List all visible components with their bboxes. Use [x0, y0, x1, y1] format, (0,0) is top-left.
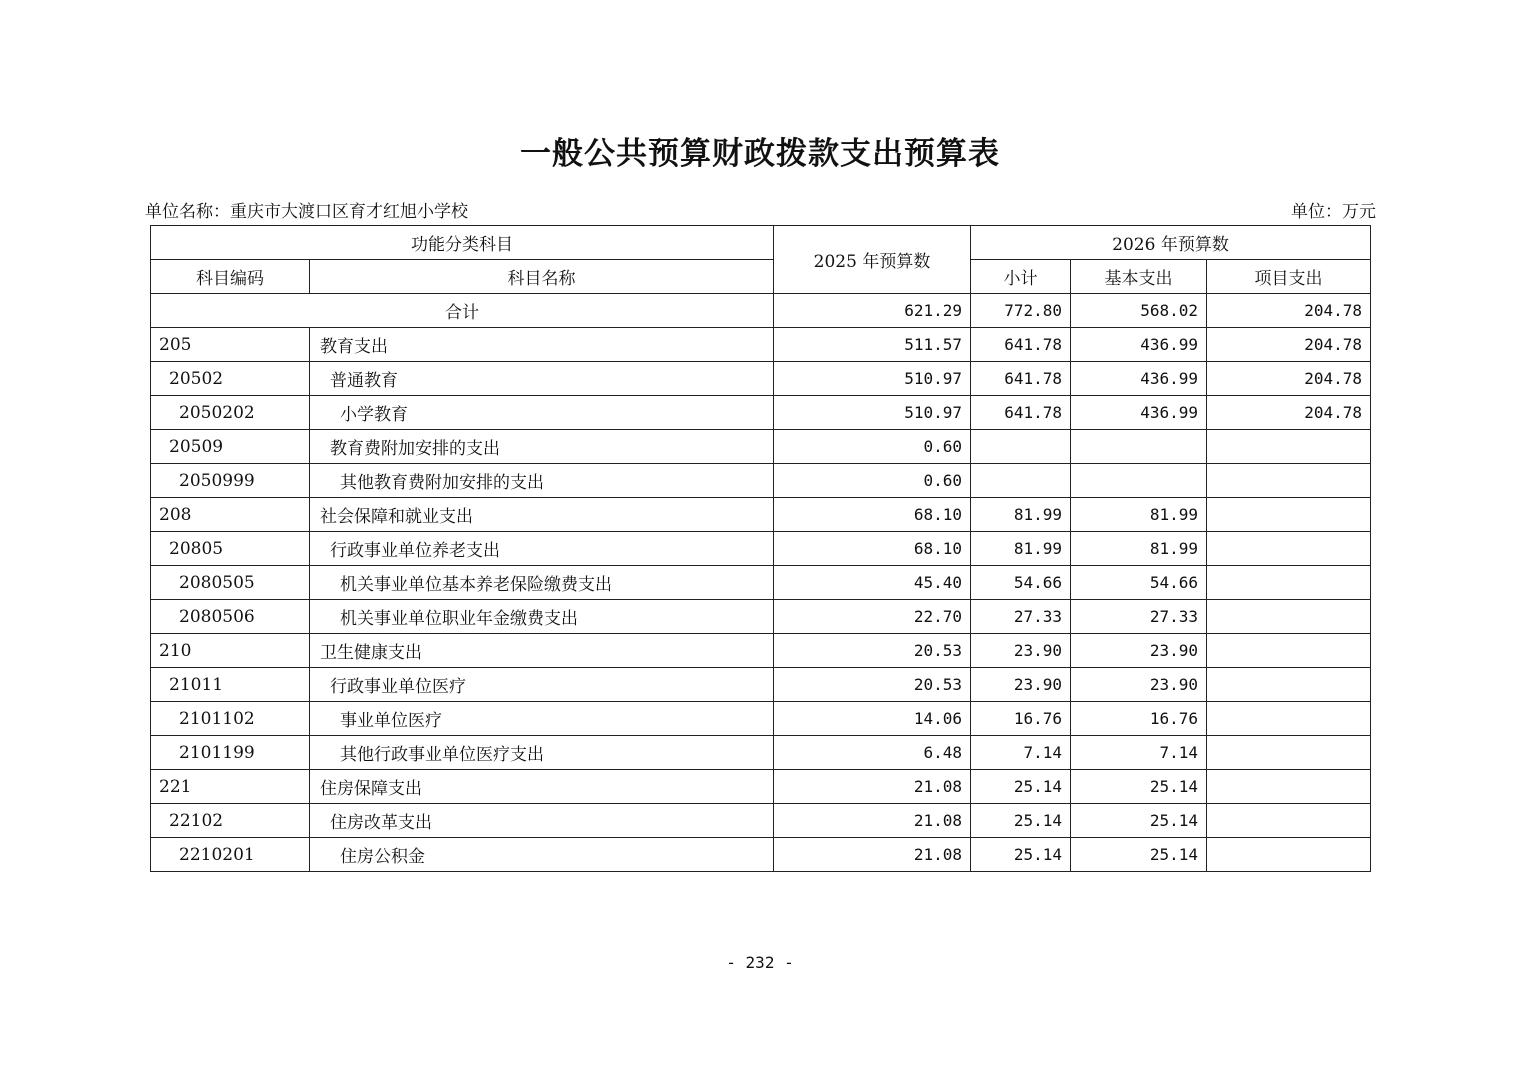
row-2025: 21.08 [774, 838, 971, 872]
row-code: 2101199 [151, 736, 310, 770]
row-project [1207, 668, 1371, 702]
row-basic [1071, 430, 1207, 464]
row-code: 20805 [151, 532, 310, 566]
row-code: 2080505 [151, 566, 310, 600]
unit-name-label: 单位名称：重庆市大渡口区育才红旭小学校 [145, 202, 468, 222]
total-label: 合计 [151, 294, 774, 328]
row-basic: 54.66 [1071, 566, 1207, 600]
row-code: 20509 [151, 430, 310, 464]
row-basic: 25.14 [1071, 804, 1207, 838]
row-project [1207, 770, 1371, 804]
row-name: 行政事业单位养老支出 [310, 532, 774, 566]
row-subtotal: 641.78 [971, 362, 1071, 396]
row-basic: 25.14 [1071, 838, 1207, 872]
row-code: 208 [151, 498, 310, 532]
row-2025: 68.10 [774, 532, 971, 566]
row-basic: 23.90 [1071, 668, 1207, 702]
table-row [151, 702, 1371, 736]
row-code: 2080506 [151, 600, 310, 634]
row-project [1207, 804, 1371, 838]
row-subtotal: 23.90 [971, 634, 1071, 668]
row-2025: 22.70 [774, 600, 971, 634]
row-subtotal: 27.33 [971, 600, 1071, 634]
row-basic [1071, 464, 1207, 498]
row-subtotal: 25.14 [971, 838, 1071, 872]
row-name: 卫生健康支出 [310, 634, 774, 668]
header-2026: 2026 年预算数 [971, 226, 1371, 260]
table-row [151, 600, 1371, 634]
table-row [151, 532, 1371, 566]
table-row [151, 362, 1371, 396]
row-subtotal: 641.78 [971, 396, 1071, 430]
row-project [1207, 838, 1371, 872]
row-2025: 45.40 [774, 566, 971, 600]
row-2025: 14.06 [774, 702, 971, 736]
row-project [1207, 498, 1371, 532]
row-2025: 6.48 [774, 736, 971, 770]
budget-table [150, 225, 1371, 872]
row-subtotal: 16.76 [971, 702, 1071, 736]
table-row [151, 838, 1371, 872]
row-project: 204.78 [1207, 328, 1371, 362]
table-row [151, 804, 1371, 838]
row-project [1207, 600, 1371, 634]
table-row [151, 396, 1371, 430]
row-subtotal: 81.99 [971, 532, 1071, 566]
table-row [151, 464, 1371, 498]
row-code: 20502 [151, 362, 310, 396]
row-code: 205 [151, 328, 310, 362]
row-basic: 7.14 [1071, 736, 1207, 770]
row-basic: 436.99 [1071, 362, 1207, 396]
page-title: 一般公共预算财政拨款支出预算表 [520, 136, 1000, 172]
row-name: 住房公积金 [310, 838, 774, 872]
row-name: 其他行政事业单位医疗支出 [310, 736, 774, 770]
row-name: 教育支出 [310, 328, 774, 362]
row-subtotal: 54.66 [971, 566, 1071, 600]
row-name: 教育费附加安排的支出 [310, 430, 774, 464]
header-subtotal: 小计 [971, 260, 1071, 294]
total-2025: 621.29 [774, 294, 971, 328]
row-basic: 23.90 [1071, 634, 1207, 668]
row-subtotal: 25.14 [971, 770, 1071, 804]
row-2025: 21.08 [774, 770, 971, 804]
row-2025: 0.60 [774, 430, 971, 464]
header-basic: 基本支出 [1071, 260, 1207, 294]
header-name: 科目名称 [310, 260, 774, 294]
total-subtotal: 772.80 [971, 294, 1071, 328]
row-project: 204.78 [1207, 362, 1371, 396]
row-2025: 0.60 [774, 464, 971, 498]
row-name: 机关事业单位职业年金缴费支出 [310, 600, 774, 634]
row-name: 机关事业单位基本养老保险缴费支出 [310, 566, 774, 600]
row-code: 21011 [151, 668, 310, 702]
row-subtotal [971, 430, 1071, 464]
row-2025: 20.53 [774, 634, 971, 668]
total-row [151, 294, 1371, 328]
row-name: 事业单位医疗 [310, 702, 774, 736]
row-2025: 510.97 [774, 362, 971, 396]
row-project [1207, 736, 1371, 770]
row-subtotal: 81.99 [971, 498, 1071, 532]
table-row [151, 770, 1371, 804]
table-row [151, 668, 1371, 702]
row-name: 住房改革支出 [310, 804, 774, 838]
header-row-2 [151, 260, 1371, 294]
row-name: 其他教育费附加安排的支出 [310, 464, 774, 498]
row-project [1207, 702, 1371, 736]
header-code: 科目编码 [151, 260, 310, 294]
total-basic: 568.02 [1071, 294, 1207, 328]
row-name: 行政事业单位医疗 [310, 668, 774, 702]
row-subtotal: 641.78 [971, 328, 1071, 362]
row-code: 2210201 [151, 838, 310, 872]
header-2025: 2025 年预算数 [774, 226, 971, 294]
row-name: 住房保障支出 [310, 770, 774, 804]
row-name: 社会保障和就业支出 [310, 498, 774, 532]
row-project: 204.78 [1207, 396, 1371, 430]
row-code: 22102 [151, 804, 310, 838]
row-basic: 25.14 [1071, 770, 1207, 804]
row-code: 2050999 [151, 464, 310, 498]
table-row [151, 328, 1371, 362]
row-2025: 21.08 [774, 804, 971, 838]
row-2025: 510.97 [774, 396, 971, 430]
row-project [1207, 634, 1371, 668]
row-code: 2101102 [151, 702, 310, 736]
row-subtotal [971, 464, 1071, 498]
table-row [151, 634, 1371, 668]
header-func-class: 功能分类科目 [151, 226, 774, 260]
row-basic: 436.99 [1071, 396, 1207, 430]
row-basic: 16.76 [1071, 702, 1207, 736]
row-code: 2050202 [151, 396, 310, 430]
table-row [151, 498, 1371, 532]
row-subtotal: 25.14 [971, 804, 1071, 838]
row-basic: 81.99 [1071, 532, 1207, 566]
row-subtotal: 23.90 [971, 668, 1071, 702]
table-row [151, 736, 1371, 770]
row-code: 210 [151, 634, 310, 668]
row-2025: 20.53 [774, 668, 971, 702]
row-project [1207, 532, 1371, 566]
row-basic: 436.99 [1071, 328, 1207, 362]
row-name: 小学教育 [310, 396, 774, 430]
table-row [151, 566, 1371, 600]
row-basic: 27.33 [1071, 600, 1207, 634]
total-project: 204.78 [1207, 294, 1371, 328]
row-code: 221 [151, 770, 310, 804]
header-project: 项目支出 [1207, 260, 1371, 294]
row-subtotal: 7.14 [971, 736, 1071, 770]
unit-label: 单位：万元 [1291, 202, 1376, 222]
row-project [1207, 430, 1371, 464]
row-basic: 81.99 [1071, 498, 1207, 532]
table-row [151, 430, 1371, 464]
row-project [1207, 464, 1371, 498]
header-row-1 [151, 226, 1371, 260]
row-2025: 68.10 [774, 498, 971, 532]
row-name: 普通教育 [310, 362, 774, 396]
row-project [1207, 566, 1371, 600]
row-2025: 511.57 [774, 328, 971, 362]
page-number: - 232 - [726, 953, 794, 972]
